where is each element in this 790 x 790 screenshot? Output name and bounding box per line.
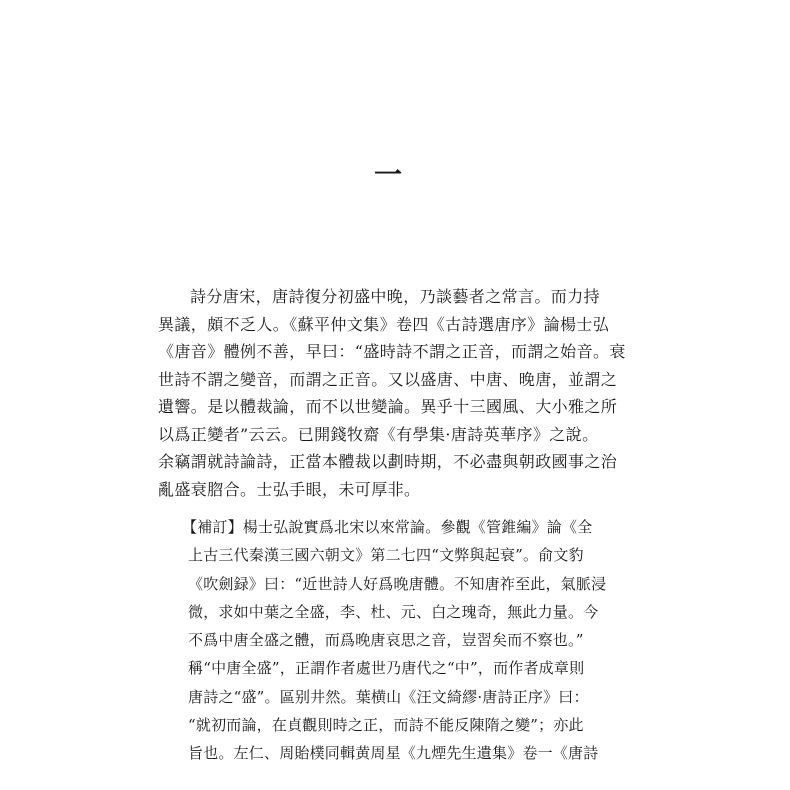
main-line: 余竊謂就詩論詩，正當本體裁以劃時期，不必盡與朝政國事之治 xyxy=(158,452,618,471)
supplement-line: 稱“中唐全盛”，正謂作者處世乃唐代之“中”，而作者成章則 xyxy=(188,659,585,678)
supplement-line: 微，求如中葉之全盛，李、杜、元、白之瑰奇，無此力量。今 xyxy=(188,602,599,621)
supplement-line: 不爲中唐全盛之體，而爲晚唐哀思之音，豈習矣而不察也。” xyxy=(188,631,584,650)
main-line: 亂盛衰脗合。士弘手眼，未可厚非。 xyxy=(158,479,421,499)
supplement-line: 旨也。左仁、周貽樸同輯黄周星《九煙先生遺集》卷一《唐詩 xyxy=(188,744,599,763)
main-line: 異議，頗不乏人。《蘇平仲文集》卷四《古詩選唐序》論楊士弘 xyxy=(158,314,610,334)
main-line: 詩分唐宋，唐詩復分初盛中晚，乃談藝者之常言。而力持 xyxy=(190,287,601,306)
supplement-line: 【補訂】楊士弘說實爲北宋以來常論。參觀《管錐編》論《全 xyxy=(182,518,593,536)
supplement-line: 《吹劍録》曰：“近世詩人好爲晚唐體。不知唐祚至此，氣脈浸 xyxy=(188,574,607,593)
chapter-number: 一 xyxy=(374,158,403,191)
main-line: 《唐音》體例不善，早曰：“盛時詩不謂之正音，而謂之始音。衰 xyxy=(158,342,626,361)
main-line: 以爲正變者”云云。已開錢牧齋《有學集·唐詩英華序》之說。 xyxy=(158,424,599,444)
supplement-line: “就初而論，在貞觀則時之正，而詩不能反陳隋之變”；亦此 xyxy=(188,716,584,735)
main-paragraph xyxy=(158,283,626,503)
main-line: 遺響。是以體裁論，而不以世變論。異乎十三國風、大小雅之所 xyxy=(158,397,618,416)
supplement-paragraph xyxy=(182,513,618,768)
supplement-line: 唐詩之“盛”。區别井然。葉横山《汪文綺繆·唐詩正序》曰： xyxy=(188,687,589,706)
supplement-line: 上古三代秦漢三國六朝文》第二七四“文弊與起衰”。俞文豹 xyxy=(188,546,584,565)
main-line: 世詩不謂之變音，而謂之正音。又以盛唐、中唐、晚唐，並謂之 xyxy=(158,369,618,389)
